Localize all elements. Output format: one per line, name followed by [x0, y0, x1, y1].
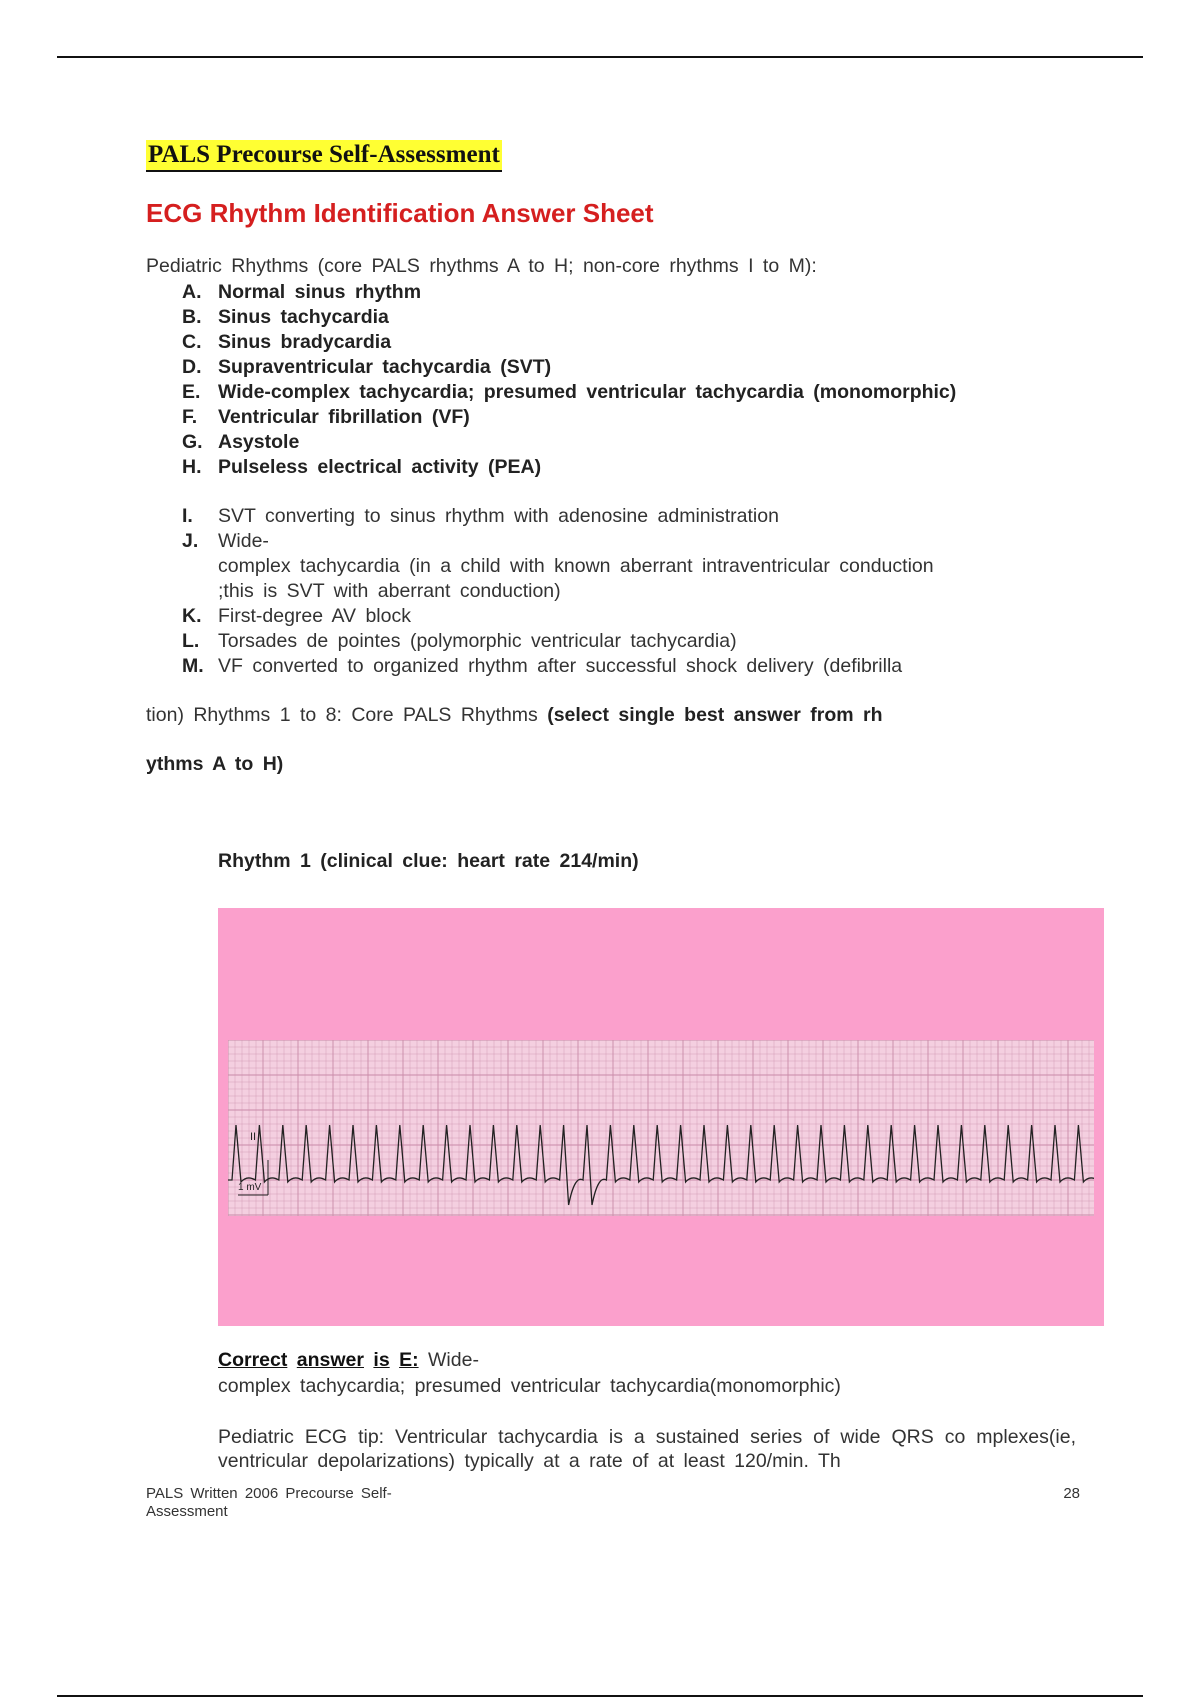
ecg-panel: [218, 908, 1104, 1326]
list-item: M. VF converted to organized rhythm after successful shock delivery (defibrilla: [182, 655, 903, 677]
rhythms-intro: Pediatric Rhythms (core PALS rhythms A to H; non-core rhythms I to M):: [146, 255, 817, 277]
ecg-tip: Pediatric ECG tip: Ventricular tachycardia is a sustained series of wide QRS co mplexes(ie, ventricular depolarizations) typically at a rate of at least 120/min. Th: [218, 1426, 1076, 1472]
list-item: A. Normal sinus rhythm: [182, 281, 422, 303]
list-item: B. Sinus tachycardia: [182, 306, 389, 328]
section-continuation-bold: ythms A to H): [146, 753, 284, 775]
list-item: G. Asystole: [182, 431, 300, 453]
top-rule: [57, 56, 1143, 58]
correct-answer: Correct answer is E: Wide- complex tachycardia; presumed ventricular tachycardia(monomorphic): [218, 1349, 841, 1397]
document-title: PALS Precourse Self-Assessment: [146, 140, 502, 172]
page-number: 28: [1063, 1485, 1080, 1502]
list-item: E. Wide-complex tachycardia; presumed ventricular tachycardia (monomorphic): [182, 381, 957, 403]
ecg-strip: [228, 1040, 1094, 1216]
ecg-scale-label: 1 mV: [238, 1182, 262, 1193]
document-body: [146, 140, 1076, 872]
list-item: H. Pulseless electrical activity (PEA): [182, 456, 542, 478]
list-item: L. Torsades de pointes (polymorphic ventricular tachycardia): [182, 630, 737, 652]
rhythm-1-label: Rhythm 1 (clinical clue: heart rate 214/min): [218, 850, 639, 872]
sheet-title: ECG Rhythm Identification Answer Sheet: [146, 198, 654, 228]
noncore-rhythm-list: [146, 504, 1076, 679]
list-item: J. Wide- complex tachycardia (in a child with known aberrant intraventricular conduction ;this is SVT with aberrant conduction): [182, 530, 934, 602]
ecg-grid-background: [228, 1040, 1094, 1216]
list-item: C. Sinus bradycardia: [182, 331, 392, 353]
list-item: F. Ventricular fibrillation (VF): [182, 406, 470, 428]
bottom-rule: [57, 1695, 1143, 1697]
section-continuation: tion) Rhythms 1 to 8: Core PALS Rhythms (select single best answer from rh: [146, 704, 883, 726]
list-item: K. First-degree AV block: [182, 605, 411, 627]
footer-title: PALS Written 2006 Precourse Self- Assessment: [146, 1485, 392, 1520]
core-rhythm-list: [146, 280, 1076, 480]
ecg-lead-label: II: [250, 1131, 257, 1143]
list-item: D. Supraventricular tachycardia (SVT): [182, 356, 552, 378]
list-item: I. SVT converting to sinus rhythm with adenosine administration: [182, 505, 779, 527]
